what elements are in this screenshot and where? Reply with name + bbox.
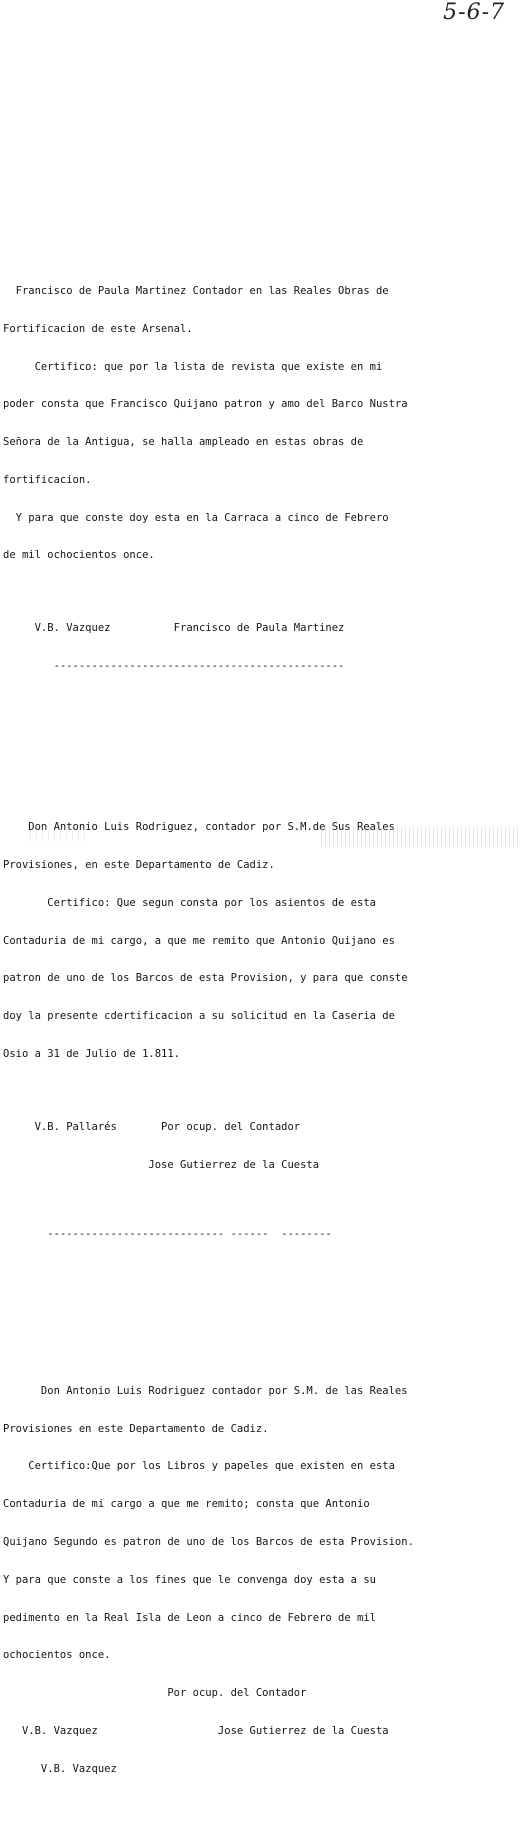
certificate-2-line: doy la presente cdertificacion a su solicitud en la Caseria de [3, 1010, 395, 1023]
certificate-1 [3, 260, 475, 698]
certificate-1-line: de mil ochocientos once. [3, 549, 155, 562]
archive-reference-mark: 5-6-7 [443, 0, 505, 25]
separator-rule-2: ---------------------------- ------ -------- [3, 1227, 332, 1240]
certificate-3-line: Quijano Segundo es patron de uno de los Barcos de esta Provision. [3, 1535, 414, 1548]
certificate-1-line: poder consta que Francisco Quijano patron y amo del Barco Nustra [3, 398, 408, 411]
certificate-2-line: Certifico: Que segun consta por los asientos de esta [3, 896, 376, 909]
certificate-3-line: Contaduria de mi cargo a que me remito; consta que Antonio [3, 1498, 370, 1511]
certificate-2-line: Osio a 31 de Julio de 1.811. [3, 1048, 181, 1060]
certificate-3-signature: V.B. Vazquez [3, 1762, 117, 1775]
certificate-3-line: Y para que conste a los fines que le convenga doy esta a su [3, 1573, 376, 1586]
certificate-2-signature: Jose Gutierrez de la Cuesta [3, 1158, 320, 1171]
certificate-1-line: fortificacion. [3, 473, 92, 486]
scan-noise [30, 831, 90, 841]
certificate-2-line: Don Antonio Luis Rodriguez, contador por S.M.de Sus Reales [3, 821, 395, 834]
certificate-3-line: pedimento en la Real Isla de Leon a cinco de Febrero de mil [3, 1611, 376, 1624]
certificate-3-signature: V.B. Vazquez Jose Gutierrez de la Cuesta [3, 1724, 389, 1737]
document-body [3, 222, 475, 1826]
certificate-1-signature: V.B. Vazquez Francisco de Paula Martinez [3, 622, 345, 635]
certificate-1-line: Fortificacion de este Arsenal. [3, 322, 193, 335]
certificate-2-line: Provisiones, en este Departamento de Cadiz. [3, 859, 275, 872]
certificate-3-line: Certifico:Que por los Libros y papeles que existen en esta [3, 1460, 395, 1473]
separator-rule-1: ---------------------------------------------- [3, 660, 345, 673]
certificate-3-line: Don Antonio Luis Rodriguez contador por S.M. de las Reales [3, 1384, 408, 1397]
certificate-2 [3, 796, 475, 1265]
certificate-3 [3, 1360, 475, 1801]
certificate-3-signature: Por ocup. del Contador [3, 1687, 307, 1700]
certificate-1-line: Certifico: que por la lista de revista que existe en mi [3, 360, 383, 373]
certificate-2-signature: V.B. Pallarés Por ocup. del Contador [3, 1120, 301, 1133]
certificate-1-line: Y para que conste doy esta en la Carraca a cinco de Febrero [3, 511, 389, 524]
certificate-2-line: Contaduria de mi cargo, a que me remito que Antonio Quijano es [3, 934, 395, 947]
certificate-3-line: ochocientos once. [3, 1649, 111, 1662]
certificate-3-line: Provisiones en este Departamento de Cadiz. [3, 1422, 269, 1435]
scan-noise [321, 827, 521, 847]
certificate-1-line: Francisco de Paula Martinez Contador en las Reales Obras de [3, 284, 389, 297]
certificate-1-line: Señora de la Antigua, se halla ampleado en estas obras de [3, 436, 364, 449]
certificate-2-line: patron de uno de los Barcos de esta Provision, y para que conste [3, 972, 408, 985]
